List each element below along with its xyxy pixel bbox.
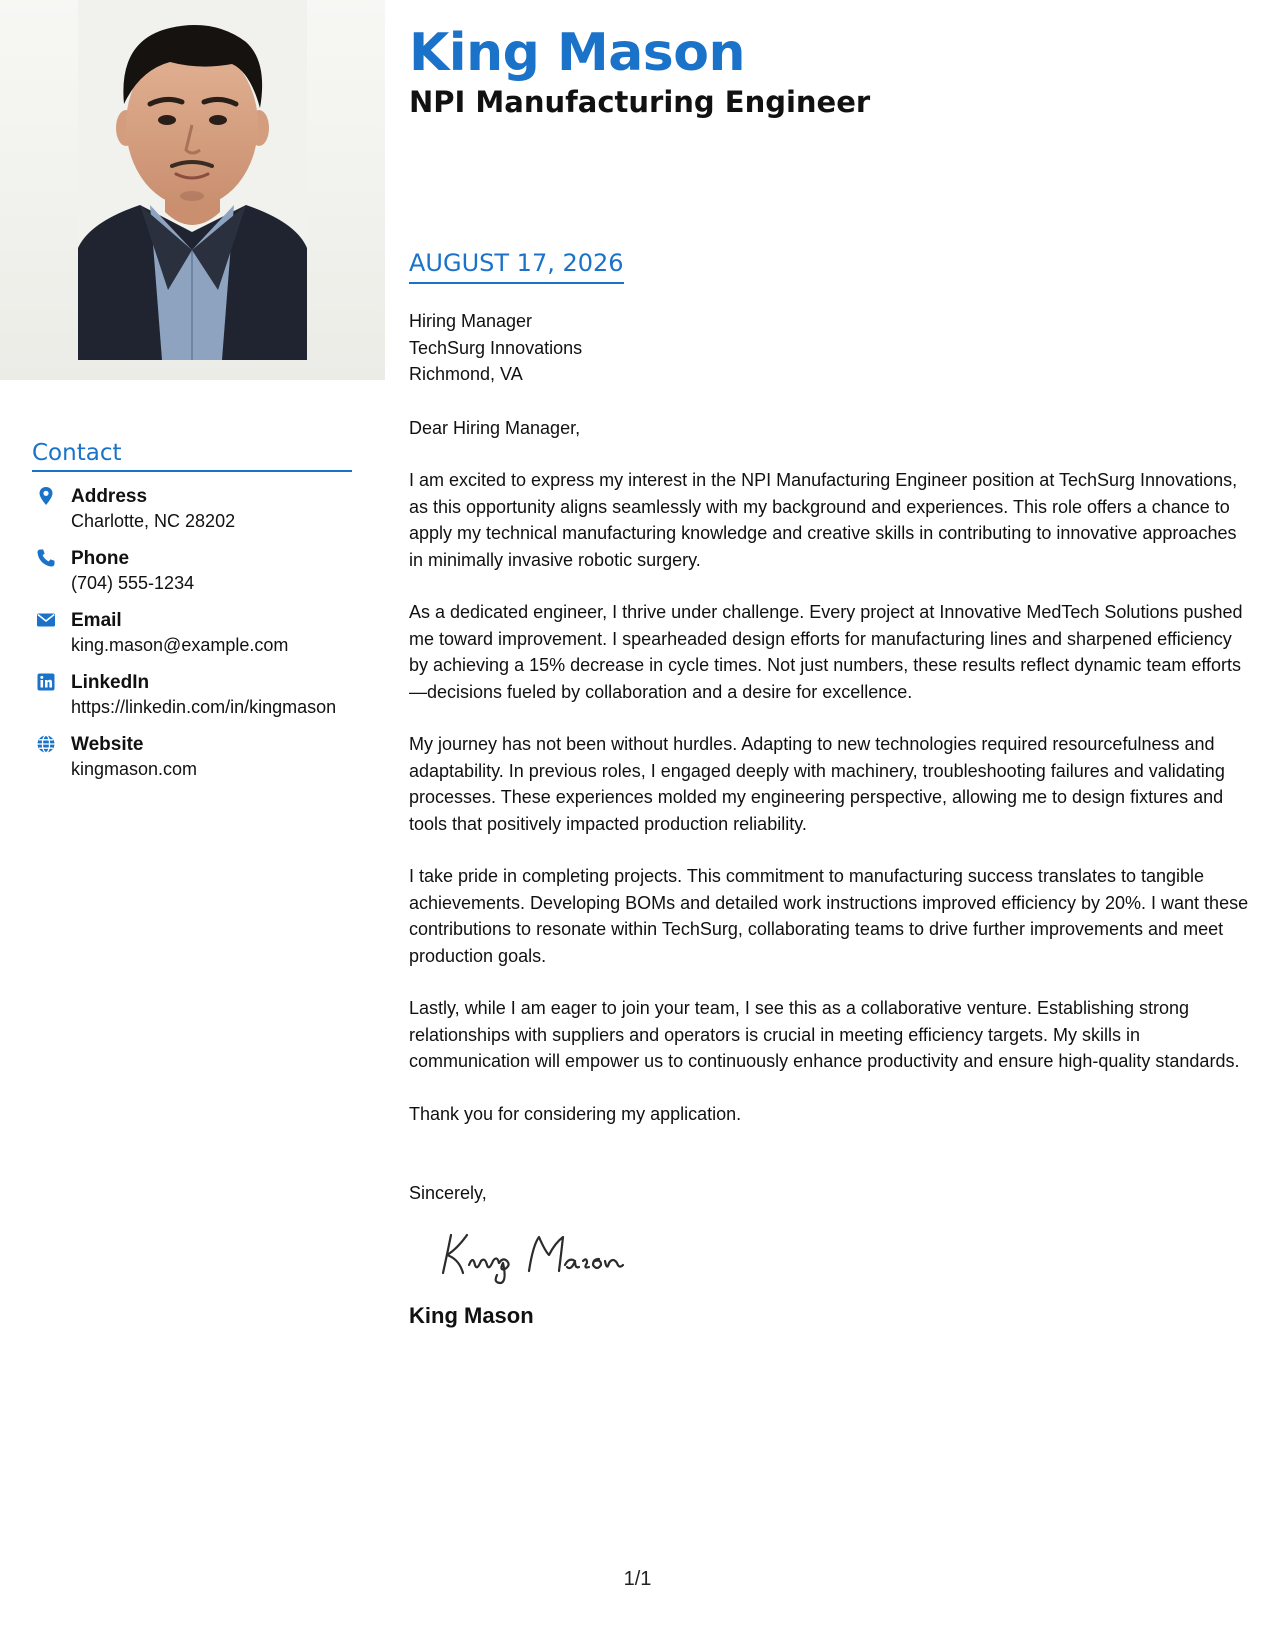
linkedin-icon [36,672,56,692]
contact-value: Charlotte, NC 28202 [71,511,236,531]
contact-value: kingmason.com [71,759,198,779]
closing: Sincerely, [409,1183,487,1203]
contact-list [32,484,352,782]
signer-name: King Mason [409,1302,534,1328]
letter-body [409,308,1251,1331]
contact-item-phone [32,546,352,596]
page-number: 1/1 [623,1568,652,1590]
paragraph: Thank you for considering my application. [409,1103,742,1124]
contact-heading: Contact [32,438,352,472]
recipient-line: Hiring Manager [409,311,533,331]
letter-main [409,22,1251,1328]
contact-label: Address [71,486,148,507]
salutation: Dear Hiring Manager, [409,417,581,438]
email-icon [36,610,56,630]
contact-label: Phone [71,548,130,569]
signature-image [437,1225,1251,1287]
paragraph: Lastly, while I am eager to join your team, I see this as a collaborative venture. Establishing strong relationships with suppliers and operators is crucial in meeting efficiency targets. My skills in communication will empower us to continuously enhance productivity and ensure high-quality standards. [409,998,1240,1071]
contact-label: Email [71,610,122,631]
recipient-block [409,308,1251,388]
paragraph: As a dedicated engineer, I thrive under challenge. Every project at Innovative MedTech Solutions pushed me toward improvement. I spearheaded design efforts for manufacturing lines and sharpened efficiency by achieving a 15% decrease in cycle times. Not just numbers, these results reflect dynamic team efforts—decisions fueled by collaboration and a desire for excellence. [409,602,1243,702]
contact-sidebar [32,438,352,794]
contact-value: https://linkedin.com/in/kingmason [71,697,337,717]
paragraph: I am excited to express my interest in the NPI Manufacturing Engineer position at TechSurg Innovations, as this opportunity aligns seamlessly with my background and experiences. This role offers a chance to apply my technical manufacturing knowledge and creative skills in contributing to innovative approaches in minimally invasive robotic surgery. [409,470,1238,570]
contact-label: Website [71,734,144,755]
paragraph: My journey has not been without hurdles. Adapting to new technologies required resourcefulness and adaptability. In previous roles, I engaged deeply with machinery, troubleshooting failures and validating processes. These experiences molded my engineering perspective, allowing me to design fixtures and tools that positively impacted production reliability. [409,734,1225,834]
location-pin-icon [36,486,56,506]
contact-value: king.mason@example.com [71,635,289,655]
contact-item-email [32,608,352,658]
handwritten-signature [437,1225,637,1287]
applicant-name: King Mason [409,23,745,83]
letter-date: AUGUST 17, 2026 [409,246,624,284]
phone-icon [36,548,56,568]
contact-value: (704) 555-1234 [71,573,195,593]
globe-icon [36,734,56,754]
contact-item-address [32,484,352,534]
contact-label: LinkedIn [71,672,150,693]
paragraph: I take pride in completing projects. This commitment to manufacturing success translates to tangible achievements. Developing BOMs and detailed work instructions improved efficiency by 20%. I want these contributions to resonate within TechSurg, collaborating teams to drive further improvements and meet production goals. [409,866,1249,966]
recipient-line: Richmond, VA [409,364,523,384]
headshot-photo [0,0,385,380]
contact-item-linkedin [32,670,352,720]
profile-photo [0,0,385,380]
contact-item-website [32,732,352,782]
job-title: NPI Manufacturing Engineer [409,85,871,119]
recipient-line: TechSurg Innovations [409,337,583,358]
